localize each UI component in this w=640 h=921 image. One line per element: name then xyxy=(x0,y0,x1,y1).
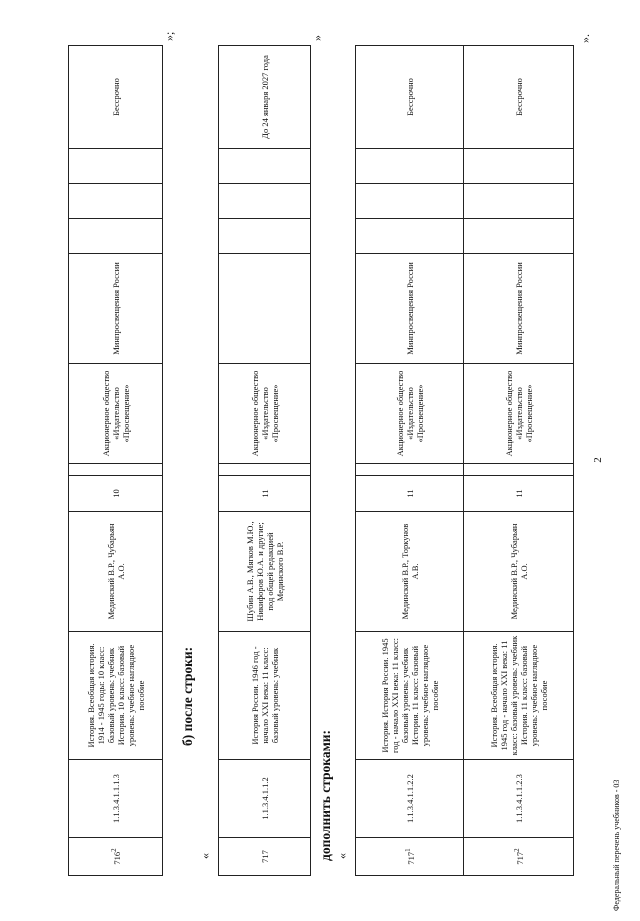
validity-term: Бессрочно xyxy=(69,46,163,149)
empty-cell xyxy=(69,184,163,219)
validity-term: До 24 января 2027 года xyxy=(219,46,311,149)
row-number: $717^1$ xyxy=(356,838,464,876)
table-row-717 xyxy=(218,45,311,876)
validity-term: Бессрочно xyxy=(356,46,464,149)
row-number: $717^2$ xyxy=(464,838,574,876)
table-row xyxy=(69,46,163,876)
textbook-title: История. Всеобщая история. 1945 год - начало XXI века: 11 класс: базовый уровень: учебник История. 11 класс: базовый уровень: учебное наглядное пособие xyxy=(464,632,574,760)
empty-cell xyxy=(219,184,311,219)
empty-cell xyxy=(219,219,311,254)
row-code: 1.1.3.4.1.1.2.3 xyxy=(464,760,574,838)
page-number: 2 xyxy=(592,457,604,463)
organization: Минпросвещения России xyxy=(464,254,574,364)
open-quote-b: « xyxy=(198,853,212,859)
textbook-authors: Шубин А.В., Мягков М.Ю., Никифоров Ю.А. и другие; под общей редакцией Мединского В.Р. xyxy=(219,512,311,632)
table-rows-717-1-717-2 xyxy=(355,45,574,876)
textbook-authors: Мединский В.Р., Чубарьян А.О. xyxy=(464,512,574,632)
row-code: 1.1.3.4.1.1.1.3 xyxy=(69,760,163,838)
publisher: Акционерное общество «Издательство «Просвещение» xyxy=(356,364,464,464)
empty-cell xyxy=(464,219,574,254)
empty-cell xyxy=(356,184,464,219)
publisher: Акционерное общество «Издательство «Просвещение» xyxy=(219,364,311,464)
empty-cell xyxy=(69,219,163,254)
grade: 11 xyxy=(219,476,311,512)
empty-cell xyxy=(356,149,464,184)
empty-cell xyxy=(464,464,574,476)
textbook-title: История. История России. 1945 год - начало XXI века: 11 класс: базовый уровень: учебник История. 11 класс: базовый уровень: учебное наглядное пособие xyxy=(356,632,464,760)
empty-cell xyxy=(219,464,311,476)
grade: 11 xyxy=(464,476,574,512)
closing-quote-c: ». xyxy=(578,34,592,43)
empty-cell xyxy=(356,219,464,254)
row-number: $716^2$ xyxy=(69,838,163,876)
grade: 10 xyxy=(69,476,163,512)
publisher: Акционерное общество «Издательство «Просвещение» xyxy=(464,364,574,464)
organization: Минпросвещения России xyxy=(69,254,163,364)
table-row xyxy=(219,46,311,876)
organization: Минпросвещения России xyxy=(356,254,464,364)
empty-cell xyxy=(219,149,311,184)
open-quote-c: « xyxy=(335,853,349,859)
closing-quote-b: » xyxy=(310,35,324,41)
empty-cell xyxy=(464,149,574,184)
textbook-authors: Мединский В.Р., Торкунов А.В. xyxy=(356,512,464,632)
empty-cell xyxy=(219,254,311,364)
supplement-label: дополнить строками: xyxy=(318,729,333,861)
row-code: 1.1.3.4.1.1.2 xyxy=(219,760,311,838)
after-row-label: б) после строки: xyxy=(180,646,195,746)
row-code: 1.1.3.4.1.1.2.2 xyxy=(356,760,464,838)
footer-text: Федеральный перечень учебников - 03 xyxy=(612,779,621,911)
publisher: Акционерное общество «Издательство «Просвещение» xyxy=(69,364,163,464)
closing-quote-a: »; xyxy=(162,31,176,41)
empty-cell xyxy=(69,149,163,184)
textbook-title: История России. 1946 год - начало XXI века: 11 класс: базовый уровень: учебник xyxy=(219,632,311,760)
validity-term: Бессрочно xyxy=(464,46,574,149)
textbook-authors: Мединский В.Р., Чубарьян А.О. xyxy=(69,512,163,632)
row-number: 717 xyxy=(219,838,311,876)
empty-cell xyxy=(464,184,574,219)
table-row xyxy=(464,46,574,876)
table-row-716-2 xyxy=(68,45,163,876)
empty-cell xyxy=(69,464,163,476)
textbook-title: История. Всеобщая история. 1914 - 1945 годы: 10 класс: базовый уровень: учебник История. 10 класс: базовый уровень: учебное наглядное пособие xyxy=(69,632,163,760)
grade: 11 xyxy=(356,476,464,512)
table-row xyxy=(356,46,464,876)
empty-cell xyxy=(356,464,464,476)
